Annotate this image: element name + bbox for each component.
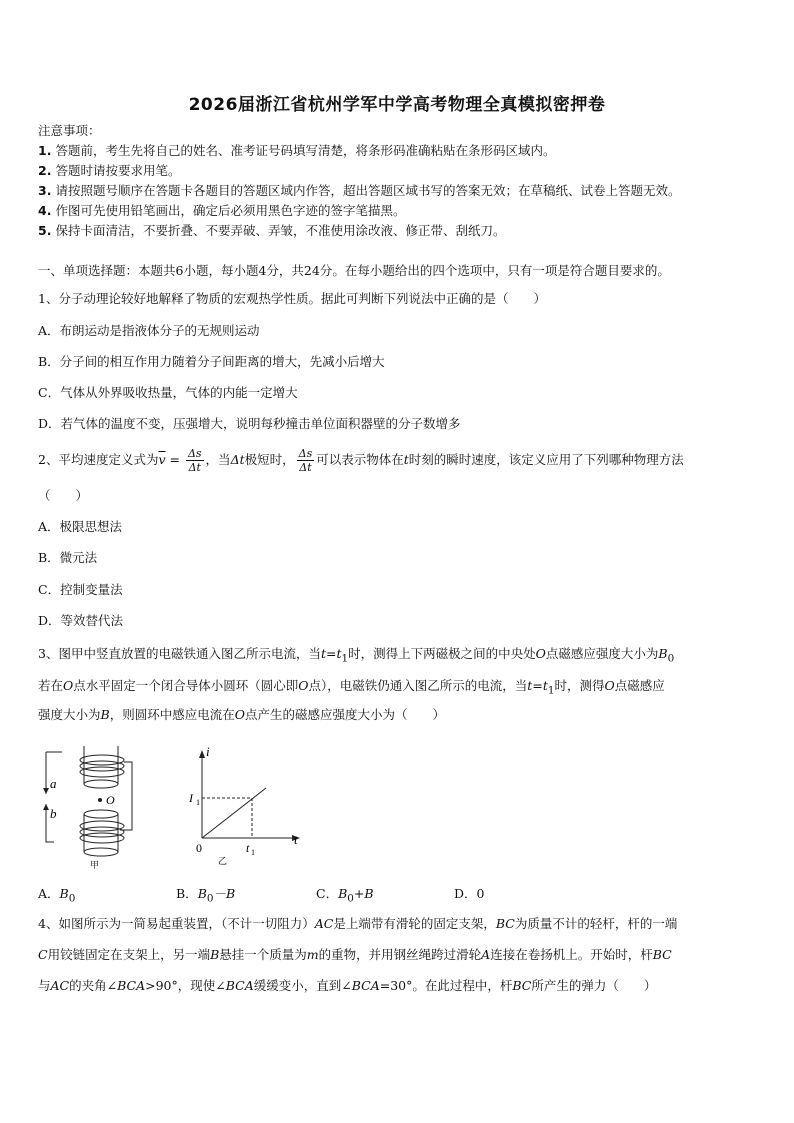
text-run: 点产生的磁感应强度大小为（ ）: [244, 707, 445, 722]
text-run: 极短时，: [244, 452, 295, 467]
text-run: 悬挂一个质量为: [219, 947, 307, 962]
math-symbol: +B: [353, 886, 374, 901]
math-symbol: B: [338, 886, 348, 901]
axis-label-t: t: [294, 832, 298, 847]
fraction-ds-dt: [297, 447, 315, 474]
text-run: 时，测得上下两磁极之间的中央处: [348, 646, 536, 661]
question-2-paren: （ ）: [38, 488, 89, 503]
math-symbol: B: [197, 886, 207, 901]
math-symbol: O: [298, 678, 309, 693]
math-symbol: ∠BCA: [106, 978, 146, 993]
subscript: 0: [347, 892, 354, 905]
upper-coil-turn: [80, 761, 124, 771]
math-symbol: B: [658, 646, 668, 661]
lower-coil-turn: [80, 821, 124, 831]
fraction-numerator: Δs: [298, 447, 313, 460]
notice-number: 5.: [38, 223, 52, 238]
option-letter: A．: [38, 886, 60, 901]
subscript: 1: [341, 652, 349, 665]
text-run: 为质量不计的轻杆，杆的一端: [514, 916, 678, 931]
label-t1: t: [246, 841, 250, 855]
notice-number: 1.: [38, 143, 52, 158]
lower-coil-turn: [80, 827, 124, 837]
question-1-option-c: C．气体从外界吸收热量，气体的内能一定增大: [38, 385, 298, 400]
math-symbol: t: [403, 452, 409, 467]
fraction-denominator: Δt: [188, 461, 201, 474]
math-symbol: A: [481, 947, 491, 962]
figure-electromagnet: [36, 742, 136, 870]
text-run: 连接在卷扬机上。开始时，杆: [490, 947, 653, 962]
notice-text: 请按照题号顺序在答题卡各题目的答题区域内作答，超出答题区域书写的答案无效；在草稿纸、试卷上答题无效。: [55, 183, 681, 198]
math-symbol: B: [100, 707, 110, 722]
label-a: a: [50, 776, 57, 791]
math-symbol: m: [306, 947, 319, 962]
text-run: 4、如图所示为一简易起重装置，（不计一切阻力）: [38, 916, 315, 931]
fraction-denominator: Δt: [299, 461, 312, 474]
math-symbol: BC: [495, 916, 515, 931]
text-run: ，则圆环中感应电流在: [109, 707, 235, 722]
question-4-line-3: [38, 977, 656, 995]
question-4-line-1: [38, 915, 677, 933]
text-run: 3、图甲中竖直放置的电磁铁通入图乙所示电流，当: [38, 646, 321, 661]
question-2-option-d: D．等效替代法: [38, 613, 124, 628]
math-symbol: ∠BCA: [215, 978, 254, 993]
lower-core-top: [84, 810, 118, 818]
subscript: 0: [68, 892, 76, 905]
question-1-option-b: B．分子间的相互作用力随着分子间距离的增大，先减小后增大: [38, 354, 385, 369]
question-3-option-a: [38, 884, 75, 905]
notice-number: 4.: [38, 203, 52, 218]
text-run: 的重物，并用钢丝绳跨过滑轮: [318, 947, 482, 962]
notice-item-3: [38, 182, 680, 200]
math-symbol: O: [535, 646, 546, 661]
text-run: =: [532, 678, 543, 693]
center-point-o: [98, 798, 102, 802]
arrow-down-icon: [43, 788, 49, 794]
notice-item-5: [38, 222, 505, 240]
text-run: 强度大小为: [38, 707, 101, 722]
question-3-line-1: [38, 645, 674, 668]
subscript: 1: [547, 684, 555, 697]
y-axis-arrow-icon: [199, 750, 205, 758]
lower-core-bottom: [84, 848, 118, 856]
text-run: =: [326, 646, 337, 661]
label-i1-subscript: 1: [196, 798, 200, 807]
text-run: 时刻的瞬时速度，该定义应用了下列哪种物理方法: [408, 452, 684, 467]
section-heading: 一、单项选择题：本题共6小题，每小题4分，共24分。在每小题给出的四个选项中，只有一项是符合题目要求的。: [38, 263, 670, 278]
label-b: b: [50, 806, 57, 821]
question-2-stem: [38, 444, 684, 476]
text-run: 点磁感应强度大小为: [545, 646, 659, 661]
text-run: 是上端带有滑轮的固定支架，: [333, 916, 496, 931]
option-value: 0: [476, 886, 485, 901]
label-i1: I: [189, 791, 193, 805]
upper-coil-turn: [80, 755, 124, 765]
text-run: ，当: [205, 452, 231, 467]
upper-coil-turn: [80, 767, 124, 777]
text-run: 点磁感应: [614, 678, 665, 693]
arrow-up-icon: [43, 804, 49, 810]
math-symbol: t: [320, 646, 326, 661]
notice-number: 3.: [38, 183, 52, 198]
question-1-option-a: A．布朗运动是指液体分子的无规则运动: [38, 323, 260, 338]
text-run: 用铰链固定在支架上，另一端: [47, 947, 211, 962]
math-symbol: ∠BCA: [341, 978, 380, 993]
figure-caption-jia: 甲: [90, 861, 100, 870]
lower-coil-turn: [80, 833, 124, 843]
fraction-ds-dt: [186, 447, 204, 474]
math-symbol: t: [527, 678, 533, 693]
origin-label: 0: [196, 841, 202, 855]
math-symbol: t: [542, 678, 548, 693]
current-line: [202, 788, 266, 838]
label-o: O: [106, 793, 115, 807]
notice-item-1: [38, 142, 555, 160]
text-run: 与: [38, 978, 51, 993]
text-run: 缓缓变小，直到: [253, 978, 342, 993]
notice-number: 2.: [38, 163, 52, 178]
math-symbol: Δt: [230, 452, 245, 467]
notice-item-2: [38, 162, 180, 180]
question-3-line-3: [38, 706, 445, 724]
question-2-option-c: C．控制变量法: [38, 582, 123, 597]
math-symbol: AC: [314, 916, 334, 931]
text-run: 若在: [38, 678, 64, 693]
notice-text: 答题时请按要求用笔。: [55, 163, 181, 178]
subscript: 0: [667, 652, 675, 665]
text-run: >90°，现使: [145, 978, 216, 993]
figure-current-graph: [186, 742, 306, 870]
label-t1-subscript: 1: [251, 848, 255, 857]
math-symbol: O: [604, 678, 615, 693]
math-symbol: O: [63, 678, 74, 693]
question-4-line-2: [38, 946, 672, 964]
question-3-line-2: [38, 677, 665, 700]
text-run: 点），电磁铁仍通入图乙所示的电流，当: [308, 678, 528, 693]
text-run: =: [165, 452, 184, 467]
math-symbol: O: [234, 707, 245, 722]
question-2-option-a: A．极限思想法: [38, 519, 123, 534]
text-run: 点水平固定一个闭合导体小圆环（圆心即: [73, 678, 299, 693]
option-letter: D．: [454, 886, 477, 901]
fraction-numerator: Δs: [187, 447, 202, 460]
axis-label-i: i: [206, 744, 210, 759]
math-symbol: B: [210, 947, 220, 962]
text-run: =30°。在此过程中，杆: [379, 978, 513, 993]
math-symbol: C: [38, 947, 48, 962]
notice-heading: 注意事项：: [38, 123, 101, 138]
text-run: 的夹角: [69, 978, 107, 993]
upper-core-bottom: [84, 780, 118, 788]
notice-text: 答题前，考生先将自己的姓名、准考证号码填写清楚，将条形码准确粘贴在条形码区域内。: [55, 143, 556, 158]
velocity-symbol: $\overline{v}$: [158, 452, 166, 467]
notice-text: 保持卡面清洁，不要折叠、不要弄破、弄皱，不准使用涂改液、修正带、刮纸刀。: [55, 223, 506, 238]
figure-caption-yi: 乙: [218, 857, 228, 867]
math-symbol: t: [336, 646, 342, 661]
question-2-option-b: B．微元法: [38, 550, 98, 565]
wire-right: [120, 762, 132, 830]
text-run: 2、平均速度定义式为: [38, 452, 159, 467]
math-symbol: B: [59, 886, 69, 901]
math-symbol: －B: [213, 886, 236, 901]
question-3-option-b: [176, 884, 235, 905]
page-title: 2026届浙江省杭州学军中学高考物理全真模拟密押卷: [188, 95, 606, 115]
text-run: 可以表示物体在: [316, 452, 404, 467]
question-3-option-c: [316, 884, 374, 905]
notice-text: 作图可先使用铅笔画出，确定后必须用黑色字迹的签字笔描黑。: [55, 203, 406, 218]
question-3-option-d: [454, 884, 484, 905]
notice-item-4: [38, 202, 405, 220]
subscript: 0: [206, 892, 214, 905]
option-letter: C．: [316, 886, 339, 901]
option-letter: B．: [176, 886, 198, 901]
question-1-option-d: D．若气体的温度不变，压强增大，说明每秒撞击单位面积器壁的分子数增多: [38, 416, 461, 431]
question-1-stem: 1、分子动理论较好地解释了物质的宏观热学性质。据此可判断下列说法中正确的是（ ）: [38, 291, 546, 306]
text-run: 所产生的弹力（ ）: [531, 978, 657, 993]
math-symbol: AC: [50, 978, 70, 993]
text-run: 时，测得: [554, 678, 605, 693]
math-symbol: BC: [512, 978, 532, 993]
math-symbol: BC: [652, 947, 672, 962]
